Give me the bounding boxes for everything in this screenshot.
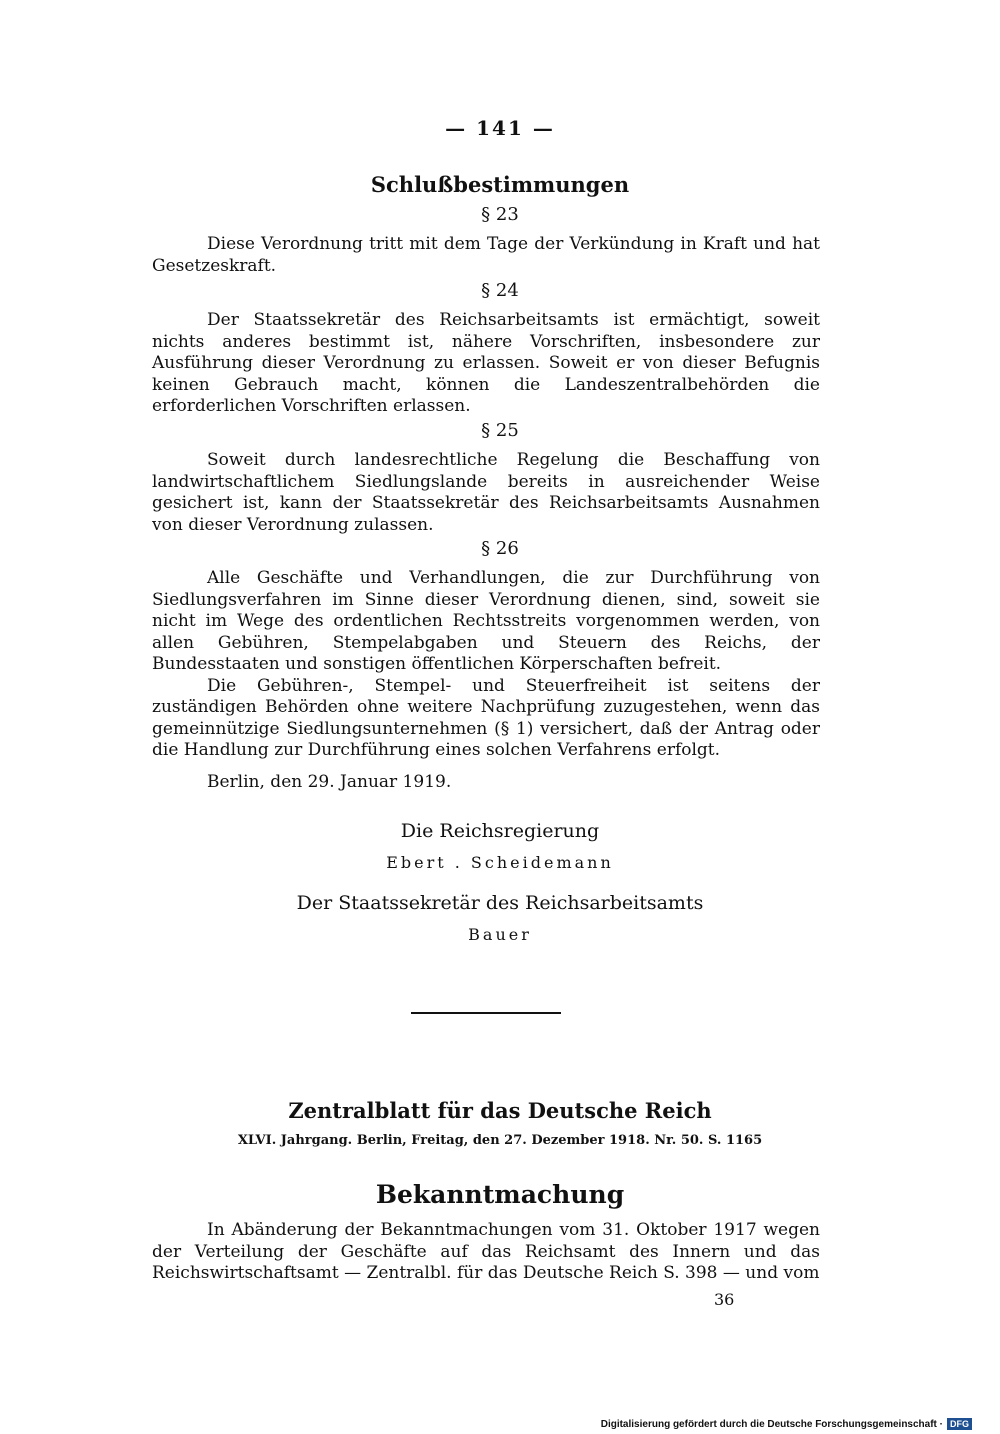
paragraph-26-text [152, 568, 820, 762]
paragraph-sign-25: § 25 [481, 420, 519, 441]
paragraph-sign-23: § 23 [481, 204, 519, 225]
secretary-signature-title: Der Staatssekretär des Reichsarbeitsamts [296, 892, 704, 914]
paragraph-text: Alle Geschäfte und Verhandlungen, die zur Durchführung von Siedlungsverfahren im Sinne dieser Verordnung dienen, sind, soweit sie nicht im Wege des ordentlichen Rechtsstreits vorgenommen werden, von allen Gebühren, Stempelabgaben und Steuern des Reichs, der Bundesstaaten und sonstigen öffentlichen Körperschaften befreit. [152, 568, 820, 674]
paragraph-text: Die Gebühren-, Stempel- und Steuerfreiheit ist seitens der zuständigen Behörden ohne weitere Nachprüfung zuzugestehen, wenn das gemeinnützige Siedlungsunternehmen (§ 1) versichert, daß der Antrag oder die Handlung zur Durchführung eines solchen Verfahrens erfolgt. [152, 675, 820, 760]
separator-rule [411, 1012, 561, 1014]
paragraph-24-text [152, 310, 820, 418]
dfg-logo: DFG [947, 1418, 972, 1430]
paragraph-23-text [152, 234, 820, 277]
signature-number: 36 [714, 1290, 735, 1309]
paragraph-sign-24: § 24 [481, 280, 519, 301]
secretary-signature-name: Bauer [468, 925, 532, 944]
section-heading: Schlußbestimmungen [370, 172, 630, 197]
bekanntmachung-title: Bekanntmachung [375, 1180, 625, 1209]
government-signature-title: Die Reichsregierung [400, 820, 600, 842]
paragraph-25-text [152, 450, 820, 536]
bekanntmachung-text: In Abänderung der Bekanntmachungen vom 31. Oktober 1917 wegen der Verteilung der Geschäfte auf das Reichsamt des Innern und das Reichswirtschaftsamt — Zentralbl. für das Deutsche Reich S. 398 — und vom [152, 1220, 820, 1283]
government-signature-names: Ebert . Scheidemann [386, 853, 614, 872]
credit-text: Digitalisierung gefördert durch die Deutsche Forschungsgemeinschaft · [600, 1418, 943, 1430]
paragraph-text: Der Staatssekretär des Reichsarbeitsamts ist ermächtigt, soweit nichts anderes bestimmt ist, nähere Vorschriften, insbesondere zur Ausführung dieser Verordnung zu erlassen. Soweit er von dieser Befugnis keinen Gebrauch macht, können die Landeszentralbehörden die erforderlichen Vorschriften erlassen. [152, 310, 820, 416]
zentralblatt-title: Zentralblatt für das Deutsche Reich [288, 1098, 712, 1123]
digitization-credit [601, 1418, 972, 1430]
zentralblatt-issue-line: XLVI. Jahrgang. Berlin, Freitag, den 27. Dezember 1918. Nr. 50. S. 1165 [237, 1133, 763, 1148]
paragraph-sign-26: § 26 [481, 538, 519, 559]
date-line: Berlin, den 29. Januar 1919. [207, 772, 452, 792]
paragraph-text: Diese Verordnung tritt mit dem Tage der Verkündung in Kraft und hat Gesetzeskraft. [152, 234, 820, 276]
bekanntmachung-text-block [152, 1220, 820, 1285]
page-number: — 141 — [445, 116, 555, 140]
paragraph-text: Soweit durch landesrechtliche Regelung die Beschaffung von landwirtschaftlichem Siedlungslande bereits in ausreichender Weise gesichert ist, kann der Staatssekretär des Reichsarbeitsamts Ausnahmen von dieser Verordnung zulassen. [152, 450, 820, 535]
